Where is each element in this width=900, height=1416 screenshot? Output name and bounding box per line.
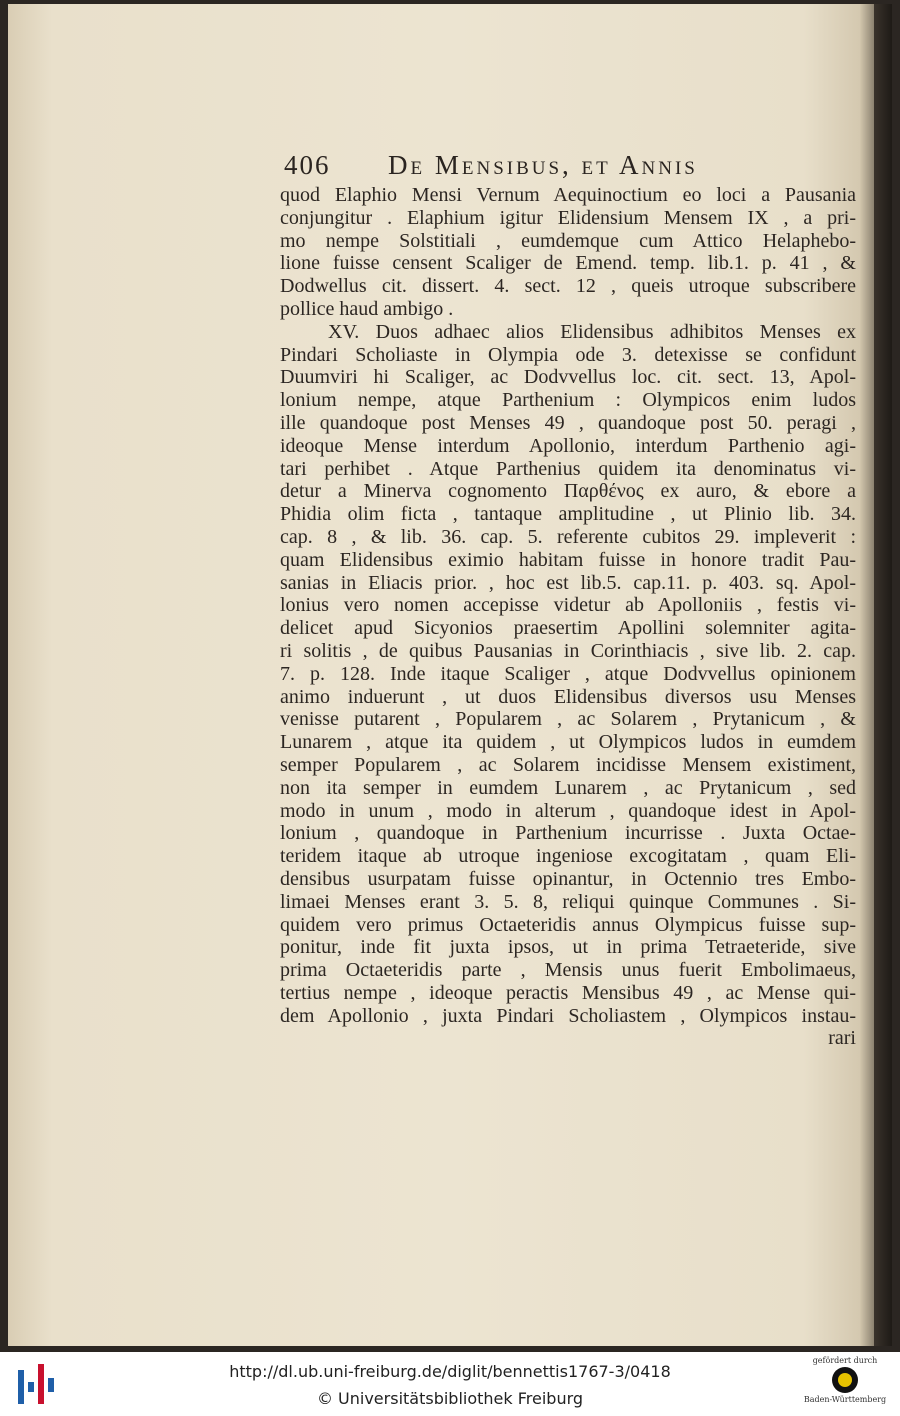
text-line: Dodwellus cit. dissert. 4. sect. 12 , queis utroque subscribere: [280, 275, 856, 298]
text-line: lonium nempe, atque Parthenium : Olympicos enim ludos: [280, 389, 856, 412]
text-line: Duumviri hi Scaliger, ac Dodvvellus loc. cit. sect. 13, Apol-: [280, 366, 856, 389]
sponsor-logo: [800, 1356, 890, 1414]
catchword: rari: [828, 1027, 856, 1050]
text-line: ille quandoque post Menses 49 , quandoque post 50. peragi ,: [280, 411, 856, 434]
page-number: 406: [284, 150, 331, 180]
text-line: dem Apollonio , juxta Pindari Scholiastem , Olympicos instau-: [280, 1004, 856, 1027]
text-line: tari perhibet . Atque Parthenius quidem ita denominatus vi-: [280, 457, 856, 480]
text-line: ponitur, inde fit juxta ipsos, ut in prima Tetraeteride, sive: [280, 936, 856, 959]
permalink-url[interactable]: http://dl.ub.uni-freiburg.de/diglit/bennettis1767-3/0418: [229, 1362, 671, 1381]
text-line: teridem itaque ab utroque ingeniose excogitatam , quam Eli-: [280, 845, 856, 868]
coat-of-arms-icon: [832, 1367, 858, 1393]
text-line: lonius vero nomen accepisse videtur ab Apolloniis , festis vi-: [280, 594, 856, 617]
running-title: De Mensibus, et Annis: [388, 150, 698, 180]
sponsor-label: gefördert durch: [812, 1356, 878, 1365]
text-line: animo induerunt , ut duos Elidensibus diversos usu Menses: [280, 685, 856, 708]
text-line: XV. Duos adhaec alios Elidensibus adhibitos Menses ex: [328, 320, 856, 343]
book-spine: [874, 4, 892, 1346]
body-text: [280, 184, 856, 1050]
text-line: Lunarem , atque ita quidem , ut Olympicos ludos in eumdem: [280, 731, 856, 754]
text-line: prima Octaeteridis parte , Mensis unus fuerit Embolimaeus,: [280, 959, 856, 982]
text-line: sanias in Eliacis prior. , hoc est lib.5. cap.11. p. 403. sq. Apol-: [280, 571, 856, 594]
text-line: cap. 8 , & lib. 36. cap. 5. referente cubitos 29. impleverit :: [280, 525, 856, 548]
page-edge: [860, 4, 874, 1346]
text-line: mo nempe Solstitiali , eumdemque cum Attico Helaphebo-: [280, 229, 856, 252]
text-line: lione fuisse censent Scaliger de Emend. temp. lib.1. p. 41 , &: [280, 252, 856, 275]
text-line: Phidia olim ficta , tantaque amplitudine , ut Plinio lib. 34.: [280, 503, 856, 526]
text-line: non ita semper in eumdem Lunarem , ac Prytanicum , sed: [280, 776, 856, 799]
text-line: limaei Menses erant 3. 5. 8, reliqui quinque Communes . Si-: [280, 890, 856, 913]
text-line: quod Elaphio Mensi Vernum Aequinoctium eo loci a Pausania: [280, 184, 856, 206]
text-line: Pindari Scholiaste in Olympia ode 3. detexisse se confidunt: [280, 343, 856, 366]
book-page: [8, 4, 892, 1346]
viewer-footer: [0, 1352, 900, 1416]
text-line: ri solitis , de quibus Pausanias in Corinthiacis , sive lib. 2. cap.: [280, 639, 856, 662]
copyright-notice: © Universitätsbibliothek Freiburg: [316, 1389, 584, 1408]
text-line: modo in unum , modo in alterum , quandoque idest in Apol-: [280, 799, 856, 822]
text-line: conjungitur . Elaphium igitur Elidensium Mensem IX , a pri-: [280, 206, 856, 229]
text-line: 7. p. 128. Inde itaque Scaliger , atque Dodvvellus opinionem: [280, 662, 856, 685]
text-line: quam Elidensibus eximio habitam fuisse in honore tradit Pau-: [280, 548, 856, 571]
text-line: semper Popularem , ac Solarem incidisse Mensem existiment,: [280, 753, 856, 776]
text-line: venisse putarent , Popularem , ac Solarem , Prytanicum , &: [280, 708, 856, 731]
sponsor-name: Baden-Württemberg: [803, 1395, 887, 1404]
text-line: detur a Minerva cognomento Παρθένος ex auro, & ebore a: [280, 480, 856, 503]
text-line: pollice haud ambigo .: [280, 297, 454, 320]
text-line: ideoque Mense interdum Apollonio, interdum Parthenio agi-: [280, 434, 856, 457]
text-line: densibus usurpatam fuisse opinantur, in Octennio tres Embo-: [280, 867, 856, 890]
text-line: lonium , quandoque in Parthenium incurrisse . Juxta Octae-: [280, 822, 856, 845]
text-line: delicet apud Sicyonios praesertim Apollini solemniter agita-: [280, 617, 856, 640]
text-line: tertius nempe , ideoque peractis Mensibus 49 , ac Mense qui-: [280, 981, 856, 1004]
text-line: quidem vero primus Octaeteridis annus Olympicus fuisse sup-: [280, 913, 856, 936]
